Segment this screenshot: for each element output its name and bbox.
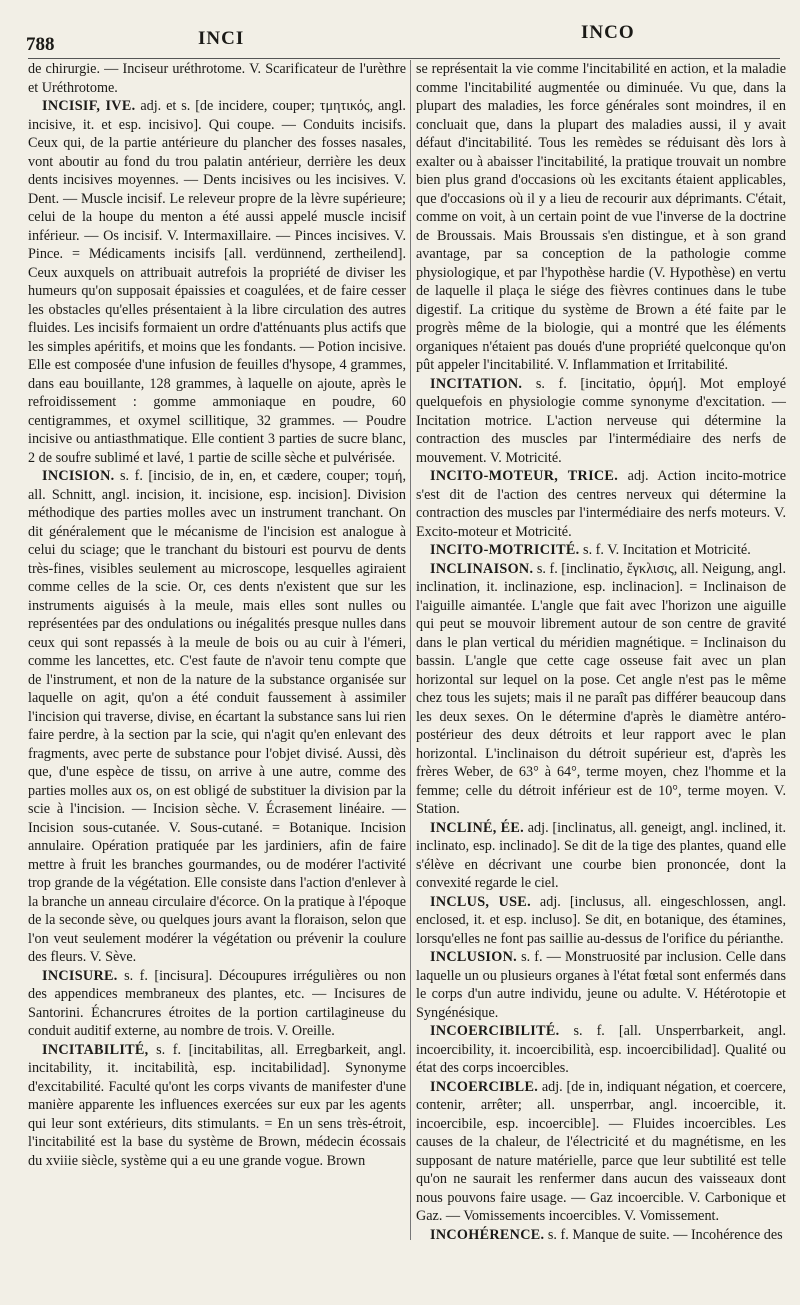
dictionary-entry — [416, 541, 786, 560]
dictionary-entry — [28, 467, 406, 967]
entry-headword: INCOHÉRENCE. — [430, 1226, 545, 1243]
entry-text: adj. [inclinatus, all. geneigt, angl. inclined, it. inclinato, esp. inclinado]. Se dit de la tige des plantes, quand elle s'élève en décrivant une courbe bien prononcée, dont la convexité regarde le ciel. — [416, 819, 787, 891]
dictionary-entry — [416, 819, 786, 893]
dictionary-entry — [416, 467, 786, 541]
entry-headword: INCITO-MOTEUR, TRICE. — [430, 468, 619, 484]
entry-text: s. f. Manque de suite. — Incohérence des — [544, 1226, 783, 1243]
dictionary-entry — [28, 97, 406, 467]
column-separator — [410, 60, 411, 1240]
entry-text: s. f. [incitatio, ὁρμή]. Mot employé quelquefois en physiologie comme synonyme d'excitation. — Incitation motrice. L'action nerveuse qui détermine la contraction des muscles par l'intermédiaire des nerfs de mouvement. V. Motricité. — [416, 375, 786, 466]
dictionary-entry — [416, 1226, 786, 1245]
entry-text: adj. [inclusus, all. eingeschlossen, angl. enclosed, it. et esp. incluso]. Se dit, en botanique, des étamines, lorsqu'elles ne font pas saillie au-dessus de l'orifice du périanthe. — [416, 893, 786, 947]
dictionary-entry — [416, 1022, 786, 1078]
entry-headword: INCLUSION. — [430, 949, 517, 965]
dictionary-entry — [416, 948, 786, 1022]
dictionary-entry — [416, 893, 786, 949]
dictionary-entry — [416, 560, 786, 819]
entry-headword: INCOERCIBLE. — [430, 1078, 539, 1095]
entry-headword: INCITABILITÉ, — [42, 1041, 149, 1058]
dictionary-entry — [28, 1041, 406, 1171]
entry-headword: INCITO-MOTRICITÉ. — [430, 542, 580, 558]
entry-headword: INCLUS, USE. — [430, 893, 531, 910]
entry-headword: INCLINÉ, ÉE. — [430, 819, 525, 836]
dictionary-entry — [416, 375, 786, 468]
entry-text: se représentait la vie comme l'incitabilité en action, et la maladie comme l'incitabilité augmentée ou diminuée. Vu que, dans la plupart des maladies, les force générales sont moindres, il en concluait que, dans la plupart des maladies aussi, il y avait défaut d'incitabilité. Tous les remèdes se réduisant dès lors à exalter ou à abaisser l'incitabilité, la pratique trouvait un nombre bien plus grand d'occasions où les excitants étaient applicables, que d'occasions où il y a lieu de recourir aux déprimants. C'était, comme on voit, à un certain point de vue l'inverse de la doctrine de Broussais. Mais Broussais s'en distingue, et à son grand avantage, par sa conception de la pathologie comme physiologique, et par l'hypothèse hardie (V. Hypothèse) en vertu de laquelle il plaça le siége des fièvres continues dans le tube digestif. La critique du système de Brown a été faite par le progrès même de la biologie, qui a montré que les éléments organiques n'étaient pas doués d'une propriété quelconque qu'on pût appeler l'incitabilité. V. Inflammation et Irritabilité. — [416, 61, 786, 373]
entry-text: adj. et s. [de incidere, couper; τμητικός, angl. incisive, it. et esp. incisivo]. Qui coupe. — Conduits incisifs. Ceux qui, de la partie antérieure du plancher des fosses nasales, vont aboutir au fond du trou palatin antérieur, derrière les deux dents incisives moyennes. — Dents incisives ou les incisives. V. Dent. — Muscle incisif. Le releveur propre de la lèvre supérieure; celui de la houpe du menton a été aussi appelé muscle incisif inférieur. — Os incisif. V. Intermaxillaire. — Pinces incisives. V. Pince. = Médicaments incisifs [all. verdünnend, zertheilend]. Ceux auxquels on attribuait autrefois la propriété de diviser les humeurs qu'on supposait épaissies et coagulées, et de faire cesser les obstacles qu'elles présentaient à la libre circulation des autres fluides. Les incisifs formaient un ordre d'atténuants plus actifs que les simples apéritifs, et moins que les fondants. — Potion incisive. Elle est composée d'une infusion de feuilles d'hysope, 4 grammes, dans eau bouillante, 128 grammes, à laquelle on ajoute, après le refroidissement : gomme ammoniaque en poudre, 60 centigrammes, et oxymel scillitique, 32 grammes. — Poudre incisive ou antiasthmatique. Elle contient 3 parties de sucre blanc, 2 de soufre sublimé et lavé, 1 partie de scille sèche et pulvérisée. — [28, 98, 406, 466]
entry-headword: INCOERCIBILITÉ. — [430, 1023, 560, 1039]
header-rule — [28, 58, 780, 59]
entry-headword: INCITATION. — [430, 375, 523, 392]
page-number: 788 — [26, 34, 55, 55]
entry-headword: INCISIF, IVE. — [42, 98, 136, 114]
entry-text: de chirurgie. — Inciseur uréthrotome. V. Scarificateur de l'urèthre et Uréthrotome. — [28, 61, 406, 96]
entry-text: s. f. — Monstruosité par inclusion. Celle dans laquelle un ou plusieurs organes à l'état fœtal sont enfermés dans le corps d'un autre individu, jeune ou adulte. V. Hétérotopie et Syngénésique. — [416, 949, 786, 1021]
entry-text: s. f. [inclinatio, ἔγκλισις, all. Neigung, angl. inclination, it. inclinazione, esp. inclinacion]. = Inclinaison de l'aiguille aimantée. L'angle que fait avec l'horizon une aiguille qui peut se mouvoir librement autour de son centre de gravité dans le plan vertical du méridien magnétique. = Inclinaison du bassin. L'angle que cette cage osseuse fait avec un plan horizontal sur lequel on la pose. Cet angle n'est pas le même chez tous les sujets; mais il ne paraît pas différer beaucoup dans les deux sexes. On le détermine d'après le diamètre antéro-postérieur des deux détroits et leur rapport avec le plan horizontal. L'inclinaison du détroit supérieur est, d'après les frères Weber, de 63° à 64°, terme moyen, chez l'homme et la femme; celle du détroit inférieur est de 10°, terme moyen. V. Station. — [416, 560, 786, 817]
running-headword-left: INCI — [198, 28, 245, 49]
left-column — [28, 60, 406, 1170]
running-headword-right: INCO — [581, 22, 635, 43]
entry-headword: INCISION. — [42, 468, 115, 484]
entry-text: adj. Action incito-motrice s'est dit de l'action des centres nerveux qui détermine la contraction des muscles par l'intermédiaire des nerfs moteurs. V. Excito-moteur et Motricité. — [416, 468, 786, 540]
entry-text: s. f. [incitabilitas, all. Erregbarkeit, angl. incitability, it. incitabilità, esp. incitabilidad]. Synonyme d'excitabilité. Faculté qu'ont les corps vivants de manifester d'une manière apparente les influences exercées sur eux par les agents qui leur sont extérieurs, dits stimulants. = En un sens très-étroit, l'incitabilité est la base du système de Brown, médecin écossais du xviiie siècle, système qui a eu une grande vogue. Brown — [28, 1041, 406, 1169]
entry-headword: INCISURE. — [42, 967, 118, 984]
entry-text: s. f. [all. Unsperrbarkeit, angl. incoercibility, it. incoercibilità, esp. incoercibilidad]. Qualité ou état des corps incoercibles. — [416, 1023, 786, 1076]
entry-continuation — [28, 60, 406, 97]
entry-continuation — [416, 60, 786, 375]
entry-text: s. f. [incisura]. Découpures irrégulières ou non des appendices membraneux des plantes, etc. — Incisures de Santorini. Échancrures étroites de la portion cartilagineuse du conduit auditif externe, au nombre de trois. V. Oreille. — [28, 967, 406, 1039]
dictionary-entry — [28, 967, 406, 1041]
entry-text: s. f. V. Incitation et Motricité. — [579, 542, 751, 558]
entry-text: adj. [de in, indiquant négation, et coercere, contenir, arrêter; all. unsperrbar, angl. incoercible, it. incoercibile, esp. incoercible]. — Fluides incoercibles. Les causes de la chaleur, de l'électricité et du magnétisme, en les supposant de nature matérielle, parce que leur subtilité est telle qu'on ne saurait les renfermer dans aucun des vaisseaux dont nous pouvons faire usage. — Gaz incoercible. V. Carbonique et Gaz. — Vomissements incoercibles. V. Vomissement. — [416, 1078, 786, 1224]
page-header — [0, 20, 800, 56]
right-column — [416, 60, 786, 1244]
dictionary-entry — [416, 1078, 786, 1226]
entry-text: s. f. [incisio, de in, en, et cædere, couper; τομή, all. Schnitt, angl. incision, it. incisione, esp. incision]. Division méthodique des parties molles avec un instrument tranchant. On dit généralement que le mécanisme de l'incision est analogue à celui du sciage; que le tranchant du bistouri est pourvu de dents très-fines, visibles seulement au microscope, lesquelles agiraient comme celles de la scie. Or, ces dents n'existent que sur les instruments aiguisés à la meule, mais elles sont nulles ou représentées par des ondulations ou inégalités presque nulles dans ceux qui sont repassés à la meule de bois ou au cuir à l'émeri, comme les lancettes, etc. C'est faute de n'avoir tenu compte que de l'instrument, et non de la nature de la substance organisée sur laquelle on agit, qu'on a été conduit faussement à assimiler l'incision qui traverse, divise, en écartant la substance sans lui rien faire perdre, à la section par la scie, qui n'agit qu'en enlevant des fragments, avec perte de substance pour l'objet divisé. Aussi, dès que, d'une espèce de tissu, on arrive à une autre, comme des parties molles aux os, on est obligé de substituer la division par la scie à l'incision. — Incision sèche. V. Écrasement linéaire. — Incision sous-cutanée. V. Sous-cutané. = Botanique. Incision annulaire. Opération pratiquée par les jardiniers, afin de faire mettre à fruit les branches gourmandes, ou de modérer l'activité trop grande de la végétation. Elle consiste dans l'action d'enlever à la branche un anneau circulaire d'écorce. On la pratique à l'époque de la seconde sève, ou quelques jours avant la floraison, selon que l'on veut seulement modérer la végétation ou prévenir la coulure des fleurs. V. Sève. — [28, 468, 406, 965]
entry-headword: INCLINAISON. — [430, 560, 534, 577]
